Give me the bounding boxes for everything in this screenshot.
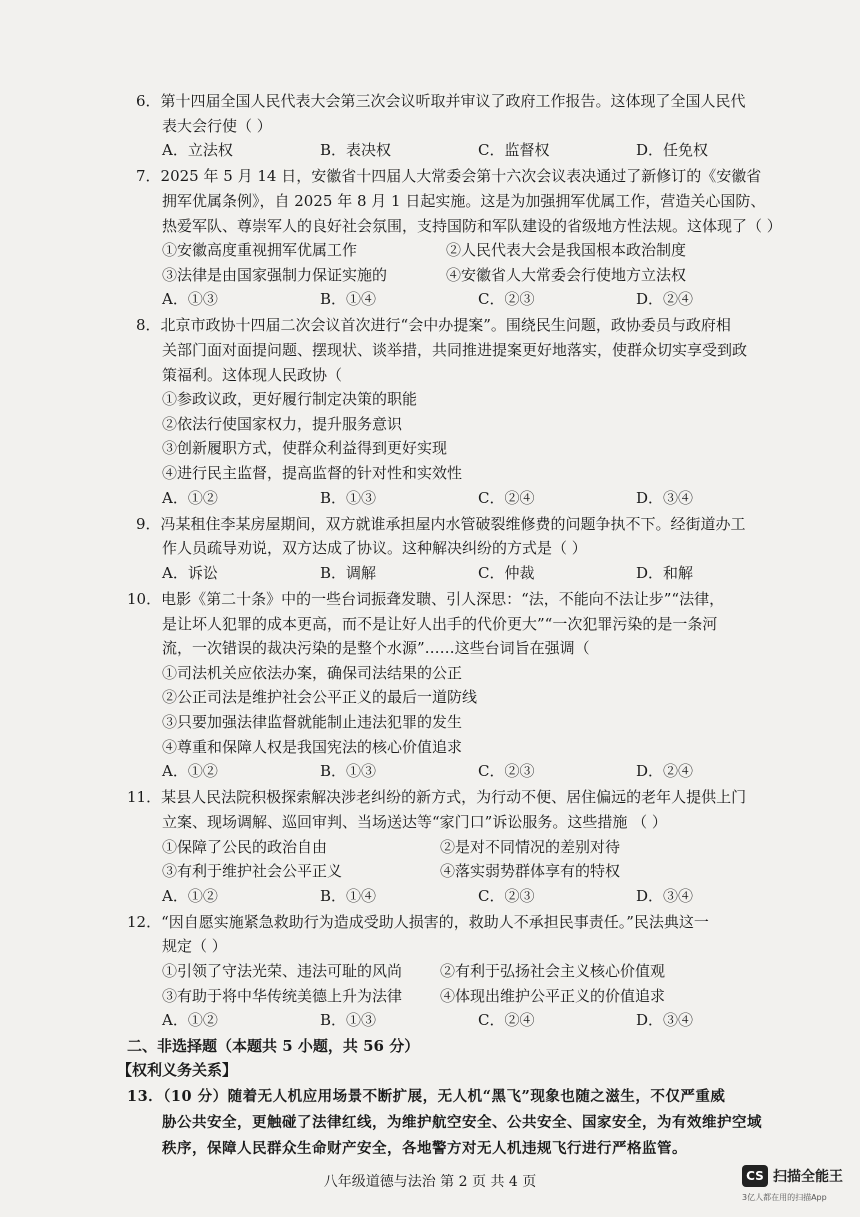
q11-statement-3: ③有利于维护社会公平正义 [162,862,343,881]
q8-statement-1: ①参政议政，更好履行制定决策的职能 [162,390,418,409]
q12-option-d: D．③④ [636,1011,694,1030]
q9-options [162,563,742,583]
section-two-heading: 二、非选择题（本题共 5 小题，共 56 分） [127,1036,420,1055]
q11-line-2: 立案、现场调解、巡回审判、当场送达等“家门口”诉讼服务。这些措施 （ ） [162,812,667,831]
q7-statement-4: ④安徽省人大常委会行使地方立法权 [446,265,687,284]
q10-statement-3: ③只要加强法律监督就能制止违法犯罪的发生 [162,713,463,731]
q12-line-1: 12．“因自愿实施紧急救助行为造成受助人损害的，救助人不承担民事责任。”民法典这一 [127,912,709,931]
q8-line-2: 关部门面对面提问题、摆现状、谈举措，共同推进提案更好地落实，使群众切实享受到政 [162,341,748,359]
q6-line-1: 6．第十四届全国人民代表大会第三次会议听取并审议了政府工作报告。这体现了全国人民代 [136,92,746,110]
q12-statement-1: ①引领了守法光荣、违法可耻的风尚 [162,962,403,980]
q12-statement-4: ④体现出维护公平正义的价值追求 [440,986,666,1005]
q7-option-c: C．②③ [478,290,535,309]
q8-line-3: 策福利。这体现人民政协（ [162,365,343,384]
q6-line-2: 表大会行使（ ） [162,116,272,135]
q9-option-c: C．仲裁 [478,563,535,582]
q12-line-2: 规定（ ） [162,937,227,956]
q7-statement-1: ①安徽高度重视拥军优属工作 [162,241,358,260]
q10-line-3: 流，一次错误的裁决污染的是整个水源”……这些台词旨在强调（ [162,639,590,658]
q12-statements-row-2 [162,986,742,1006]
q7-option-d: D．②④ [636,290,694,309]
q13-line-3: 秩序，保障人民群众生命财产安全，各地警方对无人机违规飞行进行严格监管。 [162,1140,687,1157]
q6-options [162,140,742,160]
q12-statements-row-1 [162,961,742,981]
q11-option-d: D．③④ [636,886,694,905]
q9-option-d: D．和解 [636,563,694,582]
q8-option-a: A．①② [162,488,218,507]
q10-option-a: A．①② [162,762,218,781]
cs-logo-icon: CS [742,1165,768,1187]
section-tag: 【权利义务关系】 [117,1061,238,1080]
q10-option-c: C．②③ [478,762,535,781]
watermark-app-name: 扫描全能王 [773,1169,843,1185]
q7-option-b: B．①④ [320,290,377,309]
q12-option-b: B．①③ [320,1011,377,1030]
q11-options [162,886,742,906]
q11-option-b: B．①④ [320,886,377,905]
q9-line-1: 9．冯某租住李某房屋期间，双方就谁承担屋内水管破裂维修费的问题争执不下。经街道办工 [136,514,746,533]
q7-statement-3: ③法律是由国家强制力保证实施的 [162,265,388,284]
q10-line-1: 10．电影《第二十条》中的一些台词振聋发聩、引人深思：“法，不能向不法让步”“法律， [127,590,725,608]
q6-option-d: D．任免权 [636,141,709,160]
q10-option-d: D．②④ [636,762,694,781]
q11-line-1: 11．某县人民法院积极探索解决涉老纠纷的新方式，为行动不便、居住偏远的老年人提供上门 [127,788,747,807]
q6-option-c: C．监督权 [478,141,550,160]
q12-statement-3: ③有助于将中华传统美德上升为法律 [162,986,403,1005]
q9-option-a: A．诉讼 [162,563,218,582]
q7-statement-2: ②人民代表大会是我国根本政治制度 [446,241,687,260]
q7-line-3: 热爱军队、尊崇军人的良好社会氛围，支持国防和军队建设的省级地方性法规。这体现了（ ） [162,216,782,235]
q11-statement-4: ④落实弱势群体享有的特权 [440,862,621,881]
q9-option-b: B．调解 [320,563,377,582]
scanner-watermark [742,1163,852,1207]
q8-options [162,488,742,508]
q11-statement-1: ①保障了公民的政治自由 [162,837,328,856]
q7-options [162,289,742,309]
q7-statements-row-2 [162,265,742,285]
q9-line-2: 作人员疏导劝说，双方达成了协议。这种解决纠纷的方式是（ ） [162,539,587,558]
q8-line-1: 8．北京市政协十四届二次会议首次进行“会中办提案”。围绕民生问题，政协委员与政府相 [136,316,731,335]
q11-statements-row-1 [162,837,742,857]
page-footer: 八年级道德与法治 第 2 页 共 4 页 [323,1174,537,1190]
q12-option-c: C．②④ [478,1011,535,1030]
q6-option-a: A．立法权 [162,141,233,160]
q10-option-b: B．①③ [320,762,377,781]
watermark-tagline: 3亿人都在用的扫描App [742,1193,827,1202]
q12-statement-2: ②有利于弘扬社会主义核心价值观 [440,962,666,980]
q11-option-a: A．①② [162,886,218,905]
q6-option-b: B．表决权 [320,141,392,160]
q7-statements-row-1 [162,240,742,260]
q8-option-c: C．②④ [478,488,535,507]
q13-line-1: 13．（10 分）随着无人机应用场景不断扩展，无人机“黑飞”现象也随之滋生，不仅严重威 [127,1088,726,1105]
q11-statement-2: ②是对不同情况的差别对待 [440,837,621,856]
q8-statement-2: ②依法行使国家权力，提升服务意识 [162,414,403,433]
q12-options [162,1010,742,1030]
q7-line-1: 7．2025 年 5 月 14 日，安徽省十四届人大常委会第十六次会议表决通过了新修订的《安徽省 [136,167,762,186]
q10-statement-1: ①司法机关应依法办案，确保司法结果的公正 [162,663,463,682]
q11-statements-row-2 [162,861,742,881]
q8-option-b: B．①③ [320,488,377,507]
q11-option-c: C．②③ [478,886,535,905]
q12-option-a: A．①② [162,1011,218,1030]
q10-options [162,761,742,781]
q10-line-2: 是让坏人犯罪的成本更高，而不是让好人出手的代价更大”“一次犯罪污染的是一条河 [162,614,718,633]
q13-line-2: 胁公共安全，更触碰了法律红线，为维护航空安全、公共安全、国家安全，为有效维护空域 [162,1114,762,1131]
q8-statement-4: ④进行民主监督，提高监督的针对性和实效性 [162,464,463,482]
q10-statement-4: ④尊重和保障人权是我国宪法的核心价值追求 [162,737,463,756]
q8-option-d: D．③④ [636,488,694,507]
q10-statement-2: ②公正司法是维护社会公平正义的最后一道防线 [162,688,478,707]
q7-line-2: 拥军优属条例》，自 2025 年 8 月 1 日起实施。这是为加强拥军优属工作，营造关心国防、 [162,191,766,210]
q8-statement-3: ③创新履职方式，使群众利益得到更好实现 [162,439,448,458]
q7-option-a: A．①③ [162,290,218,309]
